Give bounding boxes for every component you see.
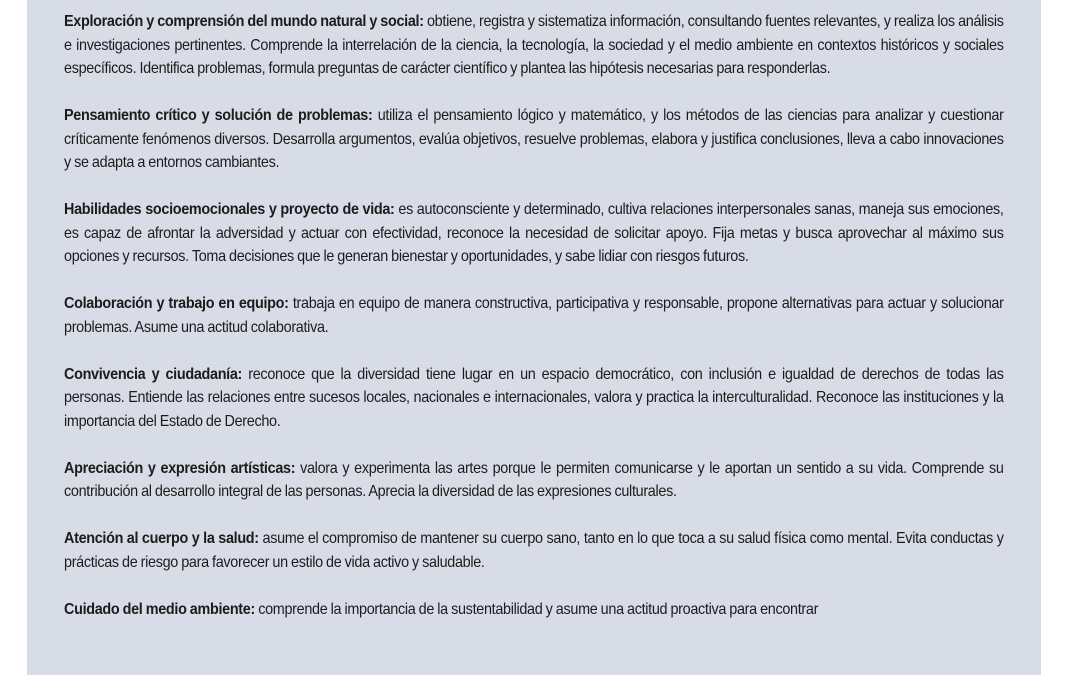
paragraph-exploracion <box>64 10 1004 81</box>
paragraph-term: Cuidado del medio ambiente: <box>64 600 255 618</box>
paragraph-colaboracion <box>64 292 1004 339</box>
paragraph-cuidado-medio-ambiente <box>64 598 1004 622</box>
paragraph-text: utiliza el pensamiento lógico y matemático, y los métodos de las ciencias para analizar y cuestionar críticamente fenómenos diversos. Desarrolla argumentos, evalúa objetivos, resuelve problemas, elabora y justifica conclusiones, lleva a cabo innovaciones y se adapta a entornos cambiantes. <box>64 107 1004 171</box>
paragraph-text: asume el compromiso de mantener su cuerpo sano, tanto en lo que toca a su salud física como mental. Evita conductas y prácticas de riesgo para favorecer un estilo de vida activo y saludable. <box>64 530 1004 571</box>
paragraph-term: Exploración y comprensión del mundo natural y social: <box>64 13 424 30</box>
paragraph-atencion-cuerpo-salud <box>64 527 1004 574</box>
paragraph-convivencia <box>64 363 1004 434</box>
paragraph-term: Convivencia y ciudadanía: <box>64 365 243 383</box>
paragraph-pensamiento-critico <box>64 104 1004 175</box>
paragraph-habilidades-socioemocionales <box>64 198 1004 269</box>
paragraph-text: obtiene, registra y sistematiza información, consultando fuentes relevantes, y realiza los análisis e investigaciones pertinentes. Comprende la interrelación de la ciencia, la tecnología, la sociedad y el medio ambiente en contextos históricos y sociales específicos. Identifica problemas, formula preguntas de carácter científico y plantea las hipótesis necesarias para responderlas. <box>64 13 1004 77</box>
paragraph-text: comprende la importancia de la sustentabilidad y asume una actitud proactiva para encontrar <box>254 600 819 618</box>
paragraph-term: Colaboración y trabajo en equipo: <box>64 295 289 312</box>
paragraph-text: trabaja en equipo de manera constructiva, participativa y responsable, propone alternativas para actuar y solucionar problemas. Asume una actitud colaborativa. <box>64 295 1004 336</box>
paragraph-text: es autoconsciente y determinado, cultiva relaciones interpersonales sanas, maneja sus emociones, es capaz de afrontar la adversidad y actuar con efectividad, reconoce la necesidad de solicitar apoyo. Fija metas y busca aprovechar al máximo sus opciones y recursos. Toma decisiones que le generan bienestar y oportunidades, y sabe lidiar con riesgos futuros. <box>64 201 1004 265</box>
paragraph-term: Pensamiento crítico y solución de problemas: <box>64 107 373 124</box>
paragraph-text: valora y experimenta las artes porque le permiten comunicarse y le aportan un sentido a su vida. Comprende su contribución al desarrollo integral de las personas. Aprecia la diversidad de las expresiones culturales. <box>64 459 1004 500</box>
paragraph-term: Atención al cuerpo y la salud: <box>64 530 259 547</box>
paragraph-apreciacion-artistica <box>64 457 1004 504</box>
paragraph-term: Apreciación y expresión artísticas: <box>64 459 296 477</box>
paragraph-text: reconoce que la diversidad tiene lugar en un espacio democrático, con inclusión e igualdad de derechos de todas las personas. Entiende las relaciones entre sucesos locales, nacionales e internacionales, valora y practica la interculturalidad. Reconoce las instituciones y la importancia del Estado de Derecho. <box>64 365 1004 430</box>
paragraph-term: Habilidades socioemocionales y proyecto de vida: <box>64 201 395 218</box>
content-panel <box>27 0 1041 675</box>
